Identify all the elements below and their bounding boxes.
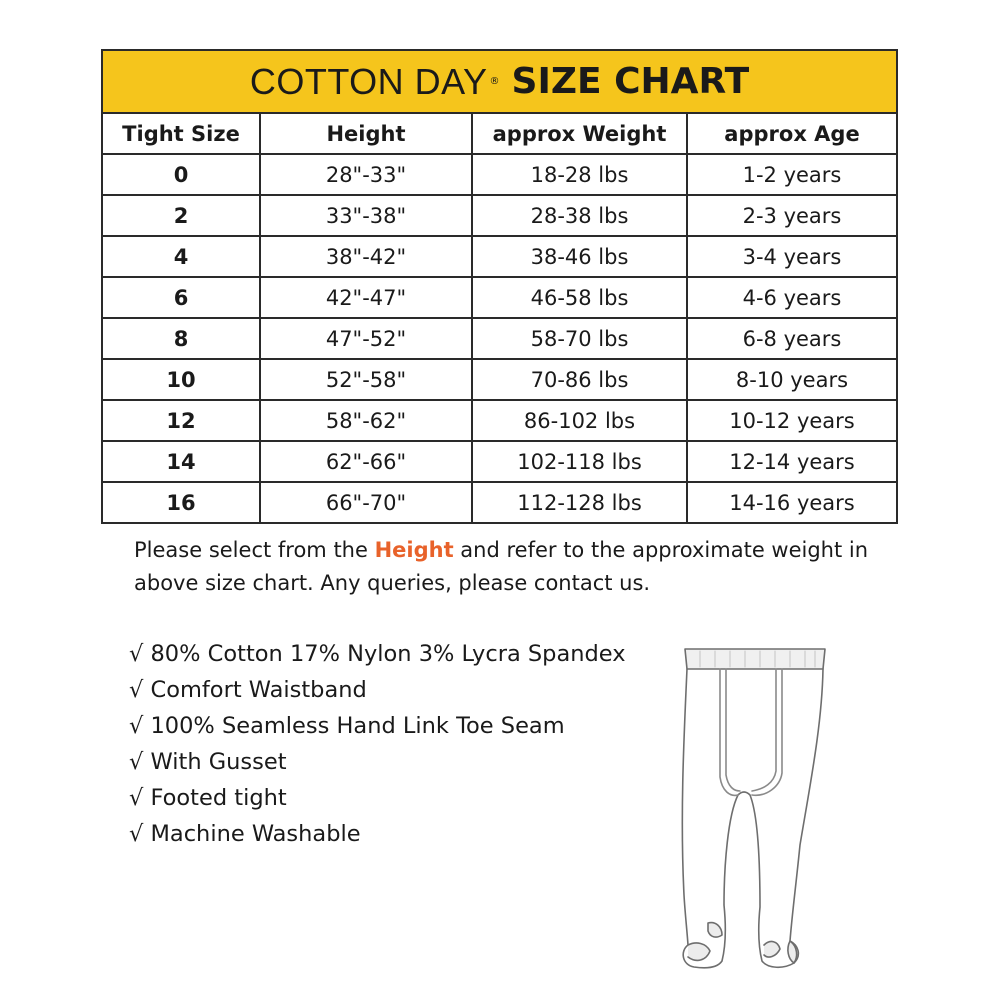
age-cell: 8-10 years <box>687 359 896 400</box>
column-header-height: Height <box>260 114 472 154</box>
tight-size-cell: 6 <box>103 277 260 318</box>
weight-cell: 112-128 lbs <box>472 482 687 522</box>
age-cell: 10-12 years <box>687 400 896 441</box>
weight-cell: 58-70 lbs <box>472 318 687 359</box>
table-row <box>103 277 896 318</box>
weight-cell: 102-118 lbs <box>472 441 687 482</box>
age-cell: 4-6 years <box>687 277 896 318</box>
table-row <box>103 195 896 236</box>
tight-size-cell: 12 <box>103 400 260 441</box>
feature-item: √ 100% Seamless Hand Link Toe Seam <box>129 713 565 739</box>
age-cell: 12-14 years <box>687 441 896 482</box>
tights-illustration <box>660 645 860 975</box>
weight-cell: 28-38 lbs <box>472 195 687 236</box>
column-header-weight: approx Weight <box>472 114 687 154</box>
tight-size-cell: 16 <box>103 482 260 522</box>
weight-cell: 46-58 lbs <box>472 277 687 318</box>
registered-mark: ® <box>489 76 500 87</box>
note-suffix: and refer to the approximate weight in above size chart. Any queries, please contact us. <box>134 538 869 595</box>
column-header-age: approx Age <box>687 114 896 154</box>
height-cell: 28"-33" <box>260 154 472 195</box>
weight-cell: 86-102 lbs <box>472 400 687 441</box>
weight-cell: 38-46 lbs <box>472 236 687 277</box>
height-cell: 66"-70" <box>260 482 472 522</box>
tight-size-cell: 14 <box>103 441 260 482</box>
height-cell: 47"-52" <box>260 318 472 359</box>
size-table <box>103 114 896 522</box>
age-cell: 6-8 years <box>687 318 896 359</box>
size-note <box>134 534 894 600</box>
feature-list <box>129 636 626 852</box>
table-row <box>103 482 896 522</box>
size-chart-title-bar <box>103 51 896 114</box>
feature-item: √ Machine Washable <box>129 821 361 847</box>
age-cell: 3-4 years <box>687 236 896 277</box>
weight-cell: 18-28 lbs <box>472 154 687 195</box>
table-row <box>103 236 896 277</box>
height-cell: 52"-58" <box>260 359 472 400</box>
age-cell: 2-3 years <box>687 195 896 236</box>
feature-item: √ 80% Cotton 17% Nylon 3% Lycra Spandex <box>129 641 626 667</box>
note-highlight-height: Height <box>374 538 454 562</box>
note-prefix: Please select from the <box>134 538 375 562</box>
age-cell: 14-16 years <box>729 490 855 515</box>
age-cell: 1-2 years <box>687 154 896 195</box>
height-cell: 38"-42" <box>260 236 472 277</box>
size-chart-title: SIZE CHART <box>511 61 750 102</box>
table-row <box>103 400 896 441</box>
table-header-row <box>103 114 896 154</box>
tight-size-cell: 4 <box>103 236 260 277</box>
table-row <box>103 441 896 482</box>
size-chart <box>101 49 898 524</box>
weight-cell: 70-86 lbs <box>472 359 687 400</box>
column-header-tight-size: Tight Size <box>103 114 260 154</box>
feature-item: √ With Gusset <box>129 749 287 775</box>
brand-name: COTTON DAY <box>249 60 488 102</box>
height-cell: 42"-47" <box>260 277 472 318</box>
tight-size-cell: 8 <box>103 318 260 359</box>
table-row <box>103 318 896 359</box>
feature-item: √ Comfort Waistband <box>129 677 367 703</box>
height-cell: 62"-66" <box>260 441 472 482</box>
tight-size-cell: 2 <box>103 195 260 236</box>
tight-size-cell: 0 <box>103 154 260 195</box>
height-cell: 33"-38" <box>260 195 472 236</box>
height-cell: 58"-62" <box>260 400 472 441</box>
table-row <box>103 154 896 195</box>
tight-size-cell: 10 <box>103 359 260 400</box>
table-row <box>103 359 896 400</box>
feature-item: √ Footed tight <box>129 785 287 811</box>
